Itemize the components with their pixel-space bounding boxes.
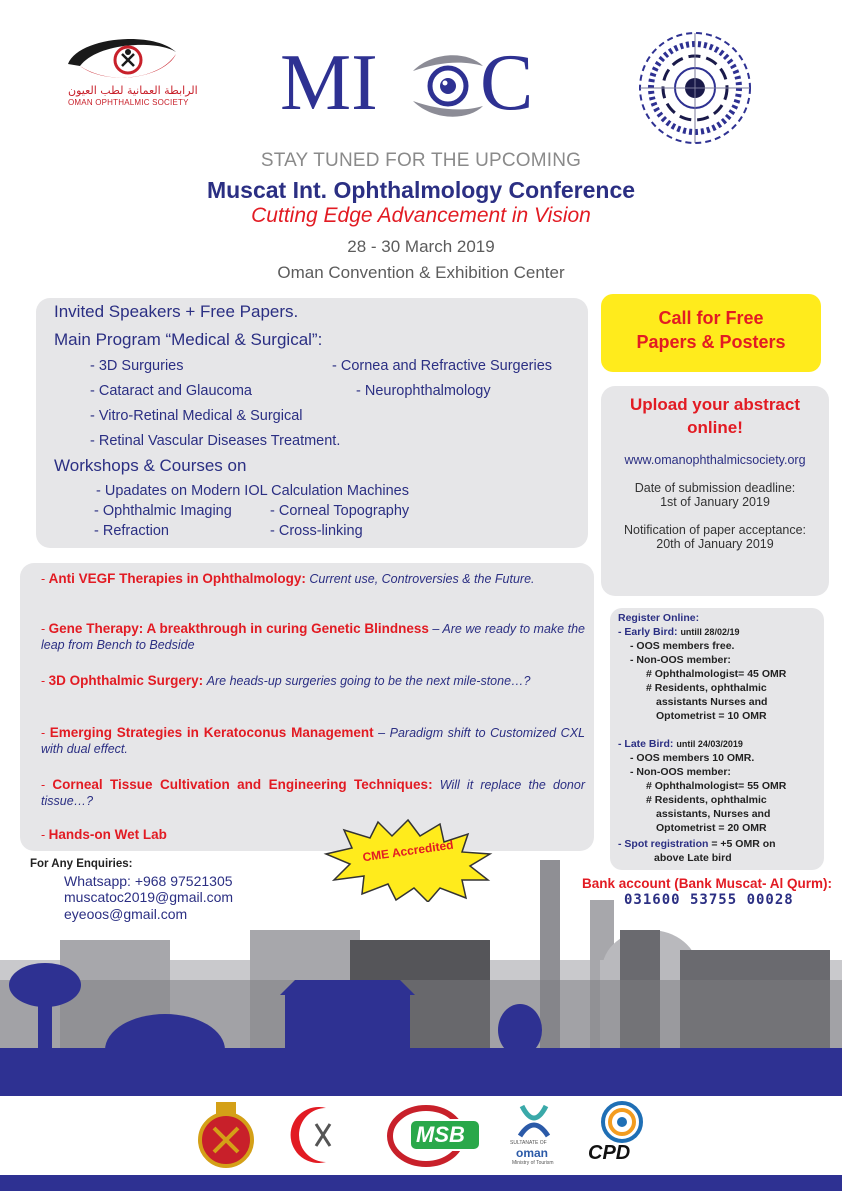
oman-tourism-mark-icon [514,1100,554,1142]
topic-title: Corneal Tissue Cultivation and Engineering Techniques: [52,777,433,792]
red-crescent-icon [286,1100,350,1170]
workshop-item: - Upadates on Modern IOL Calculation Machines [96,483,409,499]
website-link[interactable]: www.omanophthalmicsociety.org [624,453,806,467]
workshop-item: - Corneal Topography [270,503,410,519]
early-residents: Optometrist = 10 OMR [656,710,767,722]
workshop-item: - Cross-linking [270,523,363,539]
early-residents: assistants Nurses and [656,696,768,708]
workshops-heading: Workshops & Courses on [54,456,247,475]
upload-line-2: online! [687,418,743,437]
call-line-2: Papers & Posters [636,332,786,352]
early-oos: - OOS members free. [630,640,735,652]
msb-logo [386,1100,482,1170]
deadline-date: 1st of January 2019 [660,495,770,509]
bank-account-label: Bank account (Bank Muscat- Al Qurm): [582,876,833,891]
late-residents: assistants, Nurses and [656,808,771,820]
society-arabic-name: الرابطة العمانية لطب العيون [68,84,198,97]
topic-description: Will it replace the donor tissue…? [41,778,585,808]
main-program-heading: Main Program “Medical & Surgical”: [54,330,323,349]
early-residents: # Residents, ophthalmic [646,682,767,694]
oos-logo [58,32,208,112]
digital-eye-art-icon [630,28,760,148]
program-item: - 3D Surguries [90,358,184,374]
logo-letter-c: C [480,39,534,127]
early-bird-label: - Early Bird: [618,626,678,638]
stay-tuned-heading: STAY TUNED FOR THE UPCOMING [260,150,582,171]
oman-sub-text: SULTANATE OF [510,1140,547,1146]
topic-description: Are heads-up surgeries going to be the next mile-stone…? [206,674,531,688]
call-line-1: Call for Free [658,308,764,328]
cpd-rings-icon [600,1100,644,1144]
notification-label: Notification of paper acceptance: [623,523,807,537]
topic-item: - Corneal Tissue Cultivation and Engineering Techniques: Will it replace the donor tissue…? [41,777,585,808]
ministry-text: Ministry of Tourism [512,1160,554,1166]
program-panel [36,298,588,548]
email-contact[interactable]: eyeoos@gmail.com [64,906,188,922]
enquiries-heading: For Any Enquiries: [30,858,133,870]
oman-tourism-logo [510,1100,560,1170]
topic-item: - Hands-on Wet Lab [41,827,167,842]
msb-text: MSB [416,1122,465,1147]
late-ophthalmologist: # Ophthalmologist= 55 OMR [646,780,787,792]
invited-speakers: Invited Speakers + Free Papers. [54,302,299,321]
conference-tagline: Cutting Edge Advancement in Vision [251,204,591,227]
workshop-item: - Ophthalmic Imaging [94,503,232,519]
oos-emblem-icon [58,32,208,88]
topic-item: - Gene Therapy: A breakthrough in curing Genetic Blindness – Are we ready to make the leap from Bench to Bedside [41,621,585,652]
topic-description: – Are we ready to make the leap from Bench to Bedside [41,622,585,652]
notification-date: 20th of January 2019 [656,537,774,551]
cpd-text: CPD [588,1142,631,1164]
spot-value: = +5 OMR on [711,838,776,850]
workshop-item: - Refraction [94,523,169,539]
spot-label: - Spot registration [618,838,709,850]
spot-value-2: above Late bird [654,852,732,864]
call-for-papers-box [601,294,821,372]
late-oos: - OOS members 10 OMR. [630,752,755,764]
topic-description: Current use, Controversies & the Future. [309,572,535,586]
conference-dates: 28 - 30 March 2019 [347,237,495,256]
logo-letters-mi: MI [280,39,378,127]
program-item: - Cataract and Glaucoma [90,383,252,399]
topic-description: – Paradigm shift to Customized CXL with dual effect. [41,726,585,756]
conference-title: Muscat Int. Ophthalmology Conference [206,177,636,203]
upload-abstract-panel [601,386,829,596]
topic-title: Hands-on Wet Lab [48,827,167,842]
early-non-oos: - Non-OOS member: [630,654,731,666]
late-residents: # Residents, ophthalmic [646,794,767,806]
late-bird-label: - Late Bird: [618,738,674,750]
whatsapp-contact[interactable]: Whatsapp: +968 97521305 [64,873,233,889]
early-bird-date: untill 28/02/19 [680,627,740,637]
late-residents: Optometrist = 20 OMR [656,822,767,834]
topic-item: - Anti VEGF Therapies in Ophthalmology: Current use, Controversies & the Future. [41,571,535,586]
topic-title: Anti VEGF Therapies in Ophthalmology: [48,571,306,586]
register-heading: Register Online: [618,612,700,624]
cme-label: CME Accredited [361,837,455,865]
topic-title: 3D Ophthalmic Surgery: [48,673,204,688]
topic-item: - 3D Ophthalmic Surgery: Are heads-up surgeries going to be the next mile-stone…? [41,673,531,688]
topic-title: Gene Therapy: A breakthrough in curing Genetic Blindness [48,621,429,636]
eye-hands-icon [408,46,488,126]
late-non-oos: - Non-OOS member: [630,766,731,778]
cpd-logo [586,1100,658,1170]
late-bird-date: until 24/03/2019 [676,739,743,749]
early-ophthalmologist: # Ophthalmologist= 45 OMR [646,668,787,680]
topic-item: - Emerging Strategies in Keratoconus Management – Paradigm shift to Customized CXL with dual effect. [41,725,585,756]
deadline-label: Date of submission deadline: [634,481,796,495]
program-item: - Vitro-Retinal Medical & Surgical [90,408,303,424]
registration-panel [610,608,824,870]
program-item: - Neurophthalmology [356,383,491,399]
program-item: - Retinal Vascular Diseases Treatment. [90,433,341,449]
program-item: - Cornea and Refractive Surgeries [332,358,553,374]
topic-title: Emerging Strategies in Keratoconus Management [49,725,374,740]
topics-panel [20,563,594,851]
society-english-name: OMAN OPHTHALMIC SOCIETY [68,98,189,107]
military-crest-icon [196,1100,256,1170]
bottom-bar [0,1175,842,1191]
oman-text: oman [516,1146,549,1160]
bank-account-number: 031600 53755 00028 [624,892,794,908]
email-contact[interactable]: muscatoc2019@gmail.com [64,889,234,905]
mioc-logo [280,38,540,128]
upload-line-1: Upload your abstract [629,395,801,414]
conference-venue: Oman Convention & Exhibition Center [277,263,565,282]
